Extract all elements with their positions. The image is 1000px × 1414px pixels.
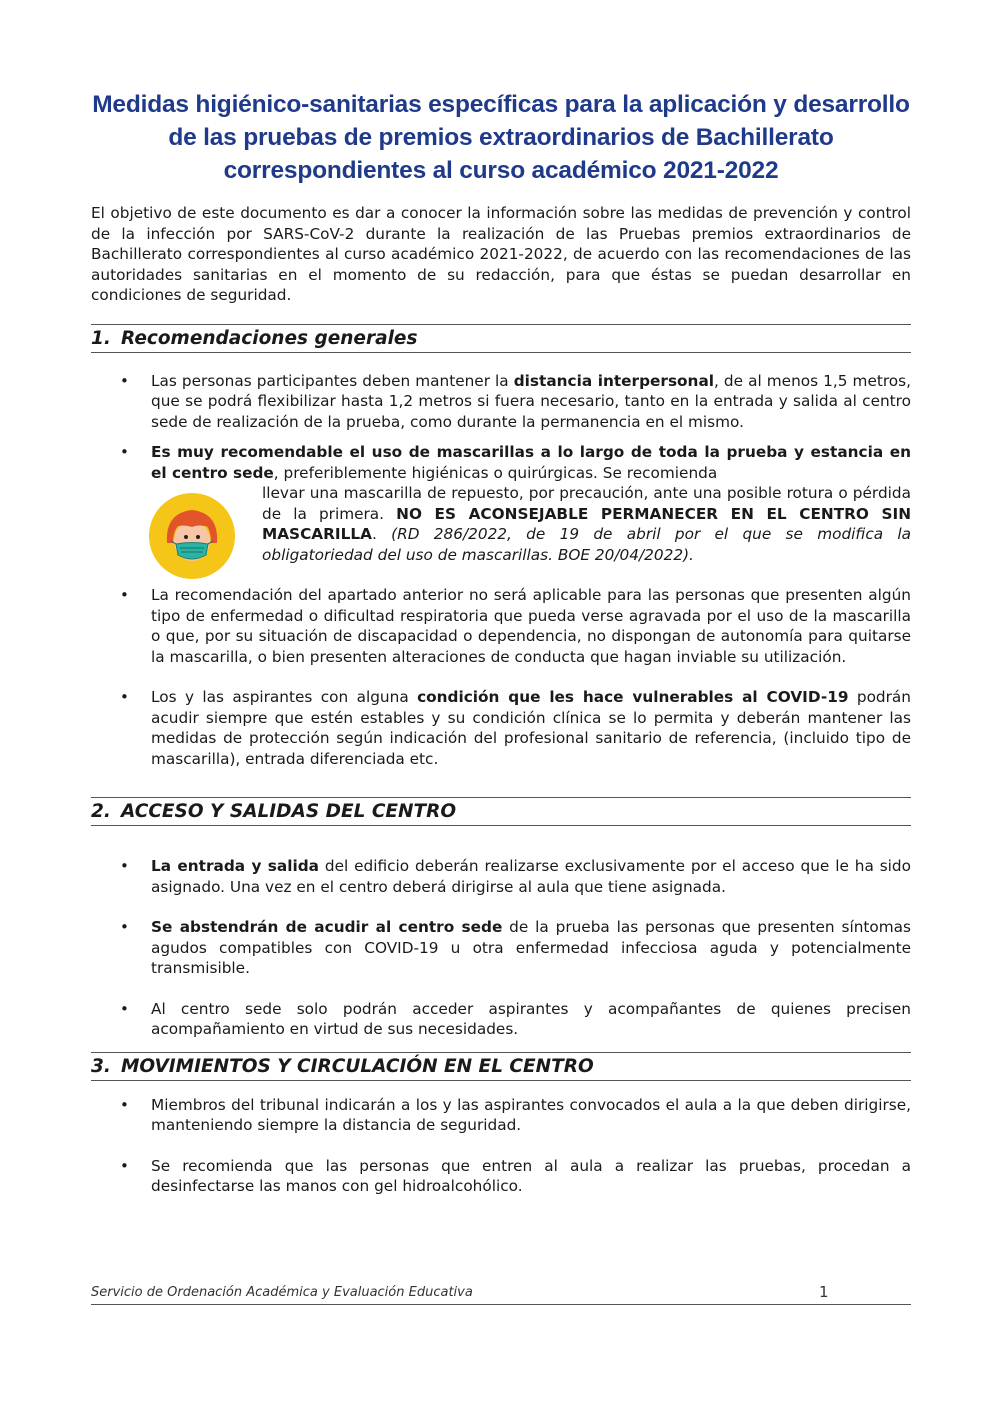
section-title: Recomendaciones generales (121, 327, 418, 349)
item-text: Al centro sede solo podrán acceder aspirantes y acompañantes de quienes precisen acompañamiento en virtud de sus necesidades. (151, 999, 911, 1038)
list-item (91, 1156, 911, 1197)
title-line-1: Medidas higiénico-sanitarias específicas para la aplicación y desarrollo (92, 91, 910, 118)
list-item (91, 442, 911, 565)
item-text: Se recomienda que las personas que entren al aula a realizar las pruebas, procedan a desinfectarse las manos con gel hidroalcohólico. (151, 1156, 911, 1195)
section-3-heading (91, 1052, 911, 1081)
section-1-heading (91, 324, 911, 353)
section-number: 1. (91, 327, 111, 349)
section-number: 3. (91, 1055, 111, 1077)
document-page (91, 88, 911, 1197)
list-item (91, 917, 911, 979)
item-italic-text: (RD 286/2022, de 19 de abril por el que se modifica la obligatoriedad del uso de mascarillas. BOE 20/04/2022). (262, 525, 912, 564)
item-text: del edificio deberán realizarse exclusivamente por el acceso que le ha sido asignado. Una vez en el centro deberá dirigirse al aula que tiene asignada. (151, 857, 911, 896)
title-line-2: de las pruebas de premios extraordinarios de Bachillerato (168, 124, 834, 151)
bullet: • (120, 1095, 129, 1114)
item-bold-text: condición que les hace vulnerables al COVID-19 (417, 688, 849, 706)
item-text: Las personas participantes deben mantener la (151, 371, 514, 390)
bullet: • (120, 443, 129, 461)
item-bold-text: distancia interpersonal (513, 371, 715, 390)
item-text: podrán acudir siempre que estén estables y su condición clínica se lo permita y deberán mantener las medidas de protección según indicación del profesional sanitario de referencia, (incluido tipo de mascarilla), entrada diferenciada etc. (151, 688, 911, 768)
section-title: MOVIMIENTOS Y CIRCULACIÓN EN EL CENTRO (121, 1055, 594, 1077)
item-bold-text: Es muy recomendable el uso de mascarillas a lo largo de toda la prueba y estancia en el centro sede (151, 443, 911, 482)
item-text: , de al menos 1,5 metros, que se podrá flexibilizar hasta 1,2 metros si fuera necesario, tanto en la entrada y salida al centro sede de realización de la prueba, como durante la permanencia en el mismo. (151, 371, 911, 431)
item-text: La recomendación del apartado anterior no será aplicable para las personas que presenten algún tipo de enfermedad o dificultad respiratoria que pueda verse agravada por el uso de la mascarilla o que, por su situación de discapacidad o dependencia, no dispongan de autonomía para quitarse la mascarilla, o bien presenten alteraciones de conducta que hagan inviable su utilización. (151, 586, 911, 666)
item-text: , preferiblemente higiénicas o quirúrgicas. Se recomienda (273, 463, 718, 482)
bullet: • (120, 1156, 129, 1175)
bullet: • (120, 918, 129, 936)
title-line-3: correspondientes al curso académico 2021-2022 (223, 157, 779, 184)
bullet: • (120, 371, 129, 390)
document-title (91, 88, 911, 187)
section-2-list (91, 856, 911, 1040)
bullet: • (120, 857, 129, 875)
page-footer (91, 1283, 911, 1305)
bullet: • (120, 688, 129, 706)
list-item (91, 585, 911, 667)
item-text: llevar una mascarilla de repuesto, por precaución, ante una posible rotura o pérdida de la primera. (262, 484, 911, 523)
intro-paragraph: El objetivo de este documento es dar a conocer la información sobre las medidas de prevención y control de la infección por SARS-CoV-2 durante la realización de las Pruebas premios extraordinarios de Bachillerato correspondientes al curso académico 2021-2022, de acuerdo con las recomendaciones de las autoridades sanitarias en el momento de su redacción, para que éstas se puedan desarrollar en condiciones de seguridad. (91, 204, 911, 304)
section-1-list (91, 371, 911, 770)
section-number: 2. (91, 801, 111, 822)
item-text: Los y las aspirantes con alguna (151, 688, 418, 706)
list-item (91, 371, 911, 433)
bullet: • (120, 586, 129, 604)
item-text: de la prueba las personas que presenten síntomas agudos compatibles con COVID-19 u otra enfermedad infecciosa aguda y potencialmente transmisible. (151, 918, 911, 977)
person-with-mask-icon (147, 491, 237, 581)
page-number: 1 (819, 1283, 829, 1301)
item-bold-text: La entrada y salida (151, 857, 319, 875)
section-title: ACCESO Y SALIDAS DEL CENTRO (121, 801, 457, 822)
list-item (91, 1095, 911, 1136)
item-text: . (371, 525, 392, 543)
list-item (91, 999, 911, 1040)
bullet: • (120, 999, 129, 1018)
section-3-list (91, 1095, 911, 1197)
list-item (91, 687, 911, 769)
footer-text: Servicio de Ordenación Académica y Evaluación Educativa (91, 1285, 473, 1300)
item-text: Miembros del tribunal indicarán a los y las aspirantes convocados el aula a la que deben dirigirse, manteniendo siempre la distancia de seguridad. (151, 1095, 911, 1134)
item-bold-text: NO ES ACONSEJABLE PERMANECER EN EL CENTRO SIN MASCARILLA (262, 504, 911, 543)
item-bold-text: Se abstendrán de acudir al centro sede (151, 918, 503, 936)
list-item (91, 856, 911, 897)
section-2-heading (91, 797, 911, 826)
